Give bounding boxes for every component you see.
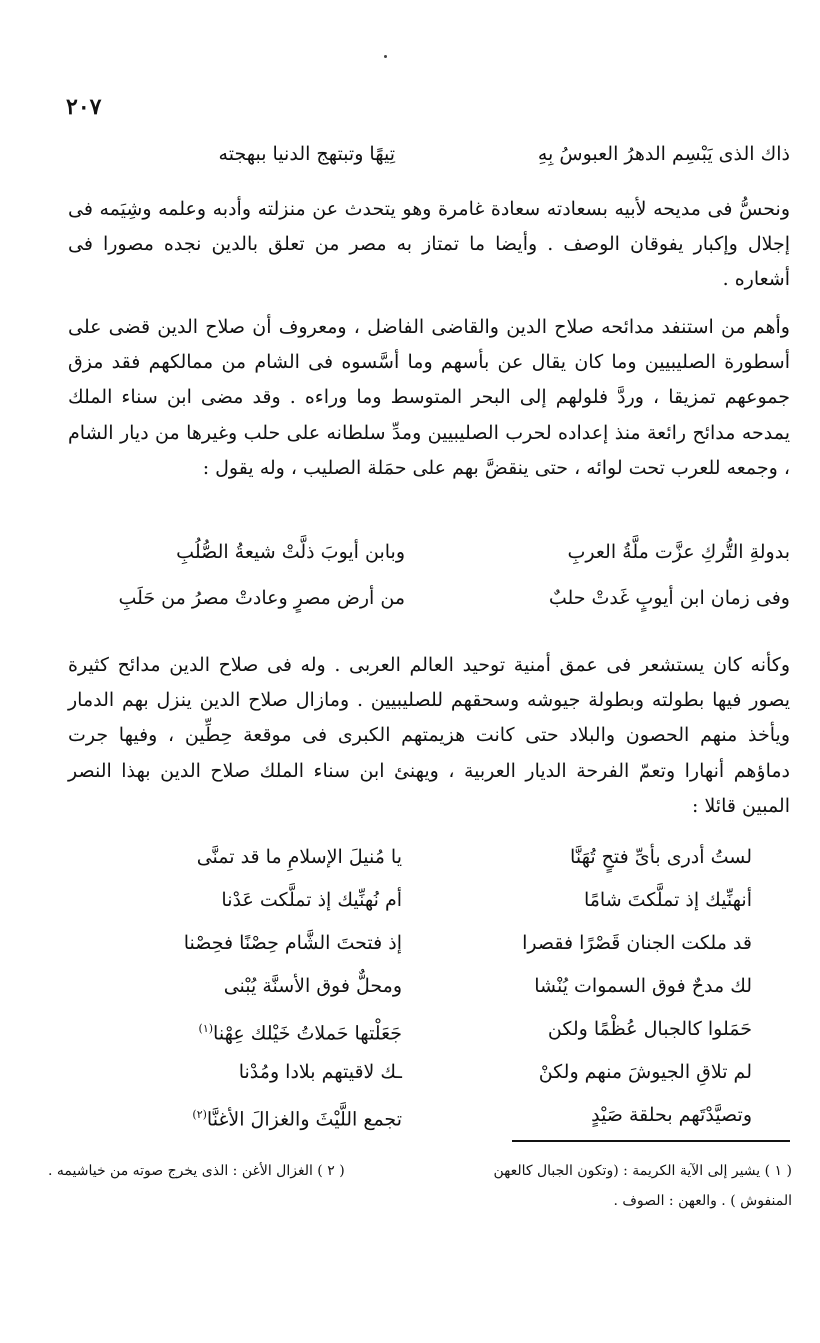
verse-hemistich-first: وفى زمان ابن أيوبٍ غَدتْ حلبٌ bbox=[548, 587, 790, 609]
page-number: ٢٠٧ bbox=[66, 94, 102, 120]
footnote-separator bbox=[512, 1140, 790, 1142]
verse-hemistich-first: قد ملكت الجنان قَصْرًا فقصرا bbox=[522, 932, 752, 954]
footnote-one-continued: المنفوش ) . والعهن : الصوف . bbox=[613, 1193, 792, 1209]
verse-hemistich-second: ومحلٌّ فوق الأسنَّة يُبْنى bbox=[223, 975, 402, 997]
verse-hemistich-second: أم نُهنِّيك إذ تملَّكت عَدْنا bbox=[221, 889, 402, 911]
verse-hemistich-first: وتصيَّدْتَهم بحلقة صَيْدٍ bbox=[591, 1104, 752, 1126]
verse-hemistich-second bbox=[199, 1015, 402, 1047]
verse-hemistich-first: ذاك الذى يَبْسِم الدهرُ العبوسُ بِهِ bbox=[537, 143, 790, 165]
verse-hemistich-text: تجمع اللَّيْثَ والغزالَ الأغنَّا bbox=[206, 1108, 402, 1131]
paragraph: وكأنه كان يستشعر فى عمق أمنية توحيد العالم العربى . وله فى صلاح الدين مدائح كثيرة يصور فيها بطولته وبطولة جيوشه وسحقهم للصليبيين . ومازال صلاح الدين ينزل بهم الدمار ويأخذ منهم الحصون والبلاد حتى كانت هزيمتهم الكبرى فى موقعة حِطِّين ، وفيها جرت دماؤهم أنهارا وتعمّ الفرحة الديار العربية ، ويهنئ ابن سناء الملك صلاح الدين بهذا النصر المبين قائلا : bbox=[68, 654, 790, 817]
verse-hemistich-first: بدولةِ التُّركِ عزَّت ملَّةُ العربِ bbox=[567, 541, 790, 563]
verse-hemistich-first: لستُ أدرى بأىِّ فتحٍ تُهَنَّا bbox=[570, 846, 752, 868]
footnote-one: ( ١ ) يشير إلى الآية الكريمة : (وتكون الجبال كالعهن bbox=[493, 1163, 792, 1179]
verse-hemistich-second: تِيهًا وتبتهج الدنيا ببهجته bbox=[218, 143, 395, 165]
verse-hemistich-first: لك مدحٌ فوق السموات يُنْشا bbox=[534, 975, 752, 997]
verse-hemistich-text: جَعَلْتها حَملاتُ خَيْلك عِهْنا bbox=[213, 1022, 402, 1045]
verse-hemistich-second: يا مُنيلَ الإسلامِ ما قد تمنَّى bbox=[196, 846, 402, 868]
verse-hemistich-first: لم تلاقِ الجيوشَ منهم ولكنْ bbox=[538, 1061, 752, 1083]
verse-hemistich-second: ـك لاقيتهم بلادا ومُدْنا bbox=[238, 1061, 402, 1083]
footnote-two: ( ٢ ) الغزال الأغن : الذى يخرج صوته من خياشيمه . bbox=[48, 1163, 345, 1179]
page-mark bbox=[384, 55, 387, 58]
footnote-marker: (١) bbox=[198, 1022, 214, 1035]
verse-hemistich-second bbox=[192, 1101, 402, 1133]
verse-hemistich-second: إذ فتحتَ الشَّام حِصْنًا فحِصْنا bbox=[183, 932, 402, 954]
verse-hemistich-second: وبابن أيوبَ ذلَّتْ شيعةُ الصُّلُبِ bbox=[176, 541, 405, 563]
verse-hemistich-first: أنهنِّيك إذ تملَّكتَ شامًا bbox=[583, 889, 752, 911]
verse-hemistich-second: من أرض مصرٍ وعادتْ مصرُ من حَلَبِ bbox=[118, 587, 405, 609]
footnote-marker: (٢) bbox=[192, 1108, 207, 1121]
paragraph: ونحسُّ فى مديحه لأبيه بسعادته سعادة غامرة وهو يتحدث عن منزلته وأدبه وعلمه وشِيَمه فى إجلال وإكبار يفوقان الوصف . وأيضا ما تمتاز به مصر من تعلق بالدين نجده مصورا فى أشعاره . bbox=[68, 198, 790, 291]
paragraph: وأهم من استنفد مدائحه صلاح الدين والقاضى الفاضل ، ومعروف أن صلاح الدين قضى على أسطورة الصليبيين وما كان يقال عن بأسهم وما أسَّسوه فى الشام من ممالكهم فقد مزق جموعهم تمزيقا ، وردَّ فلولهم إلى البحر المتوسط وما وراءه . وقد مضى ابن سناء الملك يمدحه مدائح رائعة منذ إعداده لحرب الصليبيين ومدِّ سلطانه على حلب وغيرها من ديار الشام ، وجمعه للعرب تحت لوائه ، حتى ينقضَّ بهم على حمَلة الصليب ، وله يقول : bbox=[68, 316, 790, 479]
verse-hemistich-first: حَمَلوا كالجبال عُظْمًا ولكن bbox=[547, 1018, 752, 1040]
